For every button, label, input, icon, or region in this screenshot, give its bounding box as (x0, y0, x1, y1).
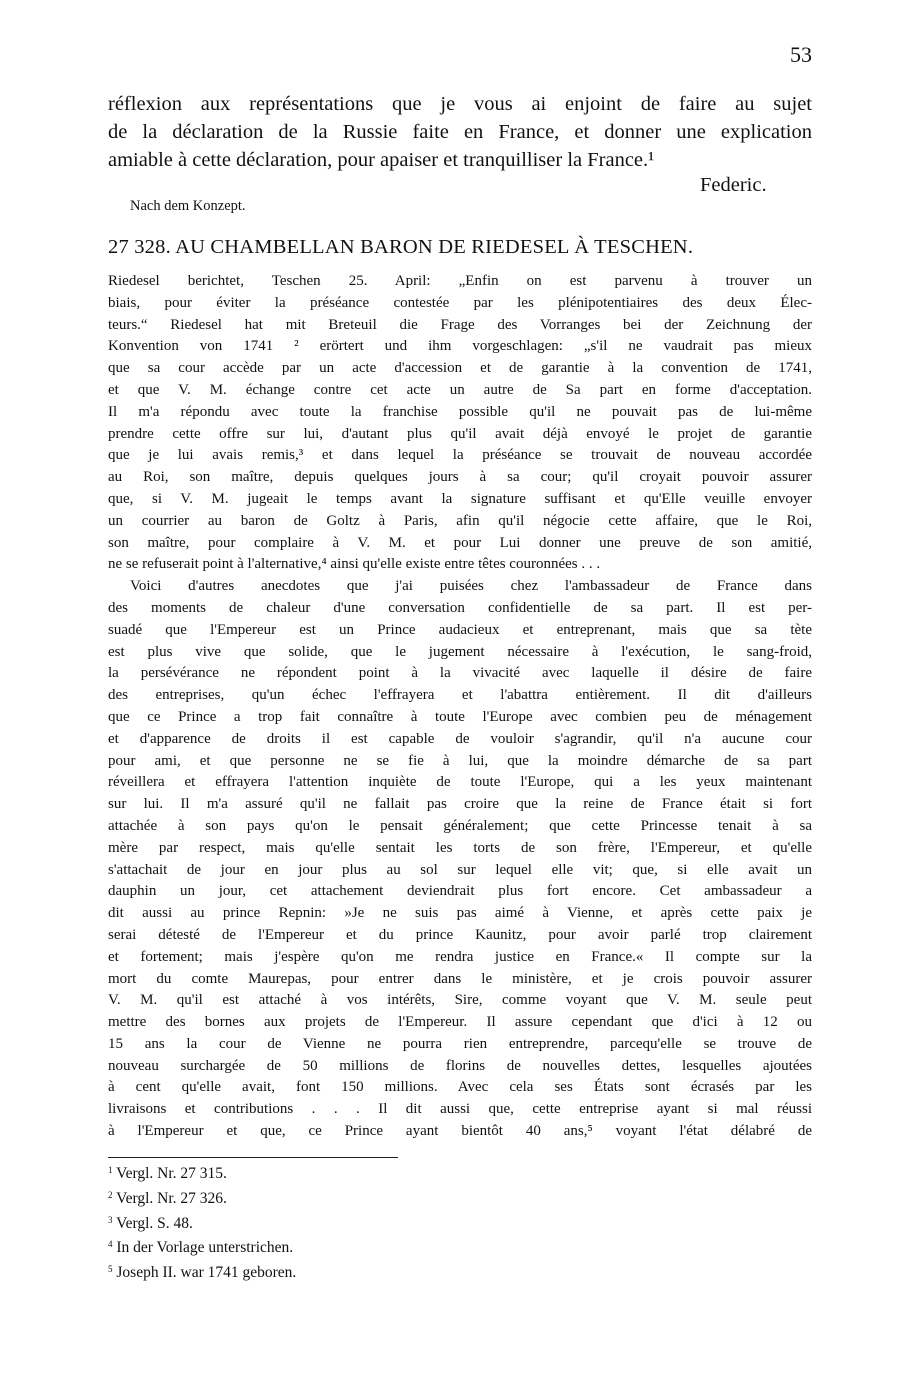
footnote-divider (108, 1157, 398, 1158)
lead-line: amiable à cette déclaration, pour apaiser et tranquilliser la France.¹ (108, 149, 655, 171)
body-line: au Roi, son maître, depuis quelques jours à sa cour; qu'il croyait pouvoir assurer (108, 469, 812, 486)
body-line: des moments de chaleur d'une conversation confidentielle de sa part. Il est per- (108, 599, 812, 616)
body-text (108, 271, 812, 1143)
footnote-text: Vergl. Nr. 27 315. (116, 1165, 227, 1182)
footnote (108, 1185, 296, 1210)
body-line: et que V. M. échange contre cet acte un autre de Sa part en forme d'acceptation. (108, 381, 812, 398)
body-line: serai détesté de l'Empereur et du prince Kaunitz, pour avoir parlé trop clairement (108, 926, 812, 943)
body-line: attachée à son pays qu'on le pensait généralement; que cette Princesse tenait à sa (108, 817, 812, 834)
body-line: teurs.“ Riedesel hat mit Breteuil die Frage des Vorranges bei der Zeichnung der (108, 316, 812, 333)
body-line: mort du comte Maurepas, pour entrer dans le ministère, et je crois pouvoir assurer (108, 970, 812, 987)
footnote (108, 1259, 296, 1284)
footnote-mark: 5 (108, 1264, 113, 1275)
body-line: s'attachait de jour en jour plus au sol sur lequel elle vit; que, si elle avait un (108, 861, 812, 878)
body-line: nouveau surchargée de 50 millions de florins de nouvelles dettes, lesquelles ajoutées (108, 1057, 812, 1074)
lead-line: de la déclaration de la Russie faite en France, et donner une explication (108, 121, 812, 143)
footnotes (108, 1160, 296, 1284)
body-line: dauphin un jour, cet attachement deviendrait plus fort encore. Cet ambassadeur a (108, 883, 812, 900)
body-line: est plus vive que solide, que le jugement nécessaire à l'exécution, le sang-froid, (108, 643, 812, 660)
body-line: dit aussi au prince Repnin: »Je ne suis pas aimé à Vienne, et après cette paix je (108, 905, 812, 922)
lead-paragraph (108, 90, 812, 174)
body-line: suadé que l'Empereur est un Prince audacieux et entreprenant, mais que sa tète (108, 621, 812, 638)
body-line: prendre cette offre sur lui, d'autant plus qu'il avait déjà envoyé le projet de garantie (108, 425, 812, 442)
body-line: mettre des bornes aux projets de l'Empereur. Il assure cependant que d'ici à 12 ou (108, 1014, 812, 1031)
body-line: Voici d'autres anecdotes que j'ai puisées chez l'ambassadeur de France dans (130, 578, 812, 595)
footnote (108, 1160, 296, 1185)
page-number: 53 (790, 42, 812, 67)
footnote-mark: 1 (108, 1165, 113, 1175)
body-line: que je lui avais remis,³ et dans lequel la préséance se trouvait de nouveau accordée (108, 447, 812, 464)
body-line: un courrier au baron de Goltz à Paris, afin qu'il négocie cette affaire, que le Roi, (108, 512, 812, 529)
section-heading: 27 328. AU CHAMBELLAN BARON DE RIEDESEL À TESCHEN. (108, 236, 694, 258)
source-note: Nach dem Konzept. (130, 198, 246, 214)
body-line: Konvention von 1741 ² erörtert und ihm vorgeschlagen: „s'il ne vaudrait pas mieux (108, 338, 812, 355)
footnote (108, 1210, 296, 1235)
body-line: que ce Prince a trop fait connaître à toute l'Europe avec combien peu de ménagement (108, 708, 812, 725)
body-line: sur lui. Il m'a assuré qu'il ne fallait pas croire que la reine de France était si fort (108, 796, 812, 813)
footnote-mark: 2 (108, 1189, 113, 1200)
footnote-text: Joseph II. war 1741 geboren. (116, 1264, 297, 1282)
footnote-text: In der Vorlage unterstrichen. (116, 1239, 294, 1257)
body-line: et d'apparence de droits il est capable de vouloir s'agrandir, qu'il n'a aucune cour (108, 730, 812, 747)
body-line: à cent qu'elle avait, font 150 millions. Avec cela ses États sont écrasés par les (108, 1079, 812, 1096)
body-line: des entreprises, qu'un échec l'effrayera et l'abattra entièrement. Il dit d'ailleurs (108, 687, 812, 704)
body-line: à l'Empereur et que, ce Prince ayant bientôt 40 ans,⁵ voyant l'état délabré de (108, 1123, 812, 1140)
footnote-text: Vergl. S. 48. (116, 1214, 193, 1232)
body-line: Riedesel berichtet, Teschen 25. April: „Enfin on est parvenu à trouver un (108, 273, 812, 289)
body-line: 15 ans la cour de Vienne ne pourra rien entreprendre, parcequ'elle se trouve de (108, 1035, 812, 1052)
body-line: livraisons et contributions . . . Il dit aussi que, cette entreprise ayant si mal réussi (108, 1101, 812, 1118)
body-line: ne se refuserait point à l'alternative,⁴ ainsi qu'elle existe entre têtes couronnées . . . (108, 556, 601, 573)
footnote (108, 1234, 296, 1259)
body-line: biais, pour éviter la préséance contestée par les plénipotentiaires des deux Élec- (108, 294, 812, 311)
body-line: et fortement; mais j'espère qu'on me rendra justice en France.« Il compte sur la (108, 948, 812, 965)
body-line: Il m'a répondu avec toute la franchise possible qu'il ne pouvait pas de lui-même (108, 403, 812, 420)
lead-line: réflexion aux représentations que je vous ai enjoint de faire au sujet (108, 93, 812, 115)
body-line: réveillera et effrayera l'attention inquiète de toute l'Europe, qui a les yeux maintenant (108, 774, 812, 791)
body-line: mère par respect, mais qu'elle sentait les torts de son frère, l'Empereur, et qu'elle (108, 839, 812, 856)
footnote-text: Vergl. Nr. 27 326. (116, 1189, 227, 1207)
body-line: son maître, pour complaire à V. M. et pour Lui donner une preuve de son amitié, (108, 534, 812, 551)
footnote-mark: 4 (108, 1239, 113, 1250)
footnote-mark: 3 (108, 1214, 113, 1225)
signature: Federic. (700, 174, 767, 196)
body-line: pour ami, et que personne ne se fie à lui, que la moindre démarche de sa part (108, 752, 812, 769)
body-line: la persévérance ne répondent point à la vivacité avec laquelle il désire de faire (108, 665, 812, 682)
body-line: V. M. qu'il est attaché à vos intérêts, Sire, comme voyant que V. M. seule peut (108, 992, 812, 1009)
body-line: que sa cour accède par un acte d'accession et de garantie à la convention de 1741, (108, 360, 812, 377)
body-line: que, si V. M. jugeait le temps avant la signature suffisant et qu'Elle veuille envoyer (108, 490, 812, 507)
